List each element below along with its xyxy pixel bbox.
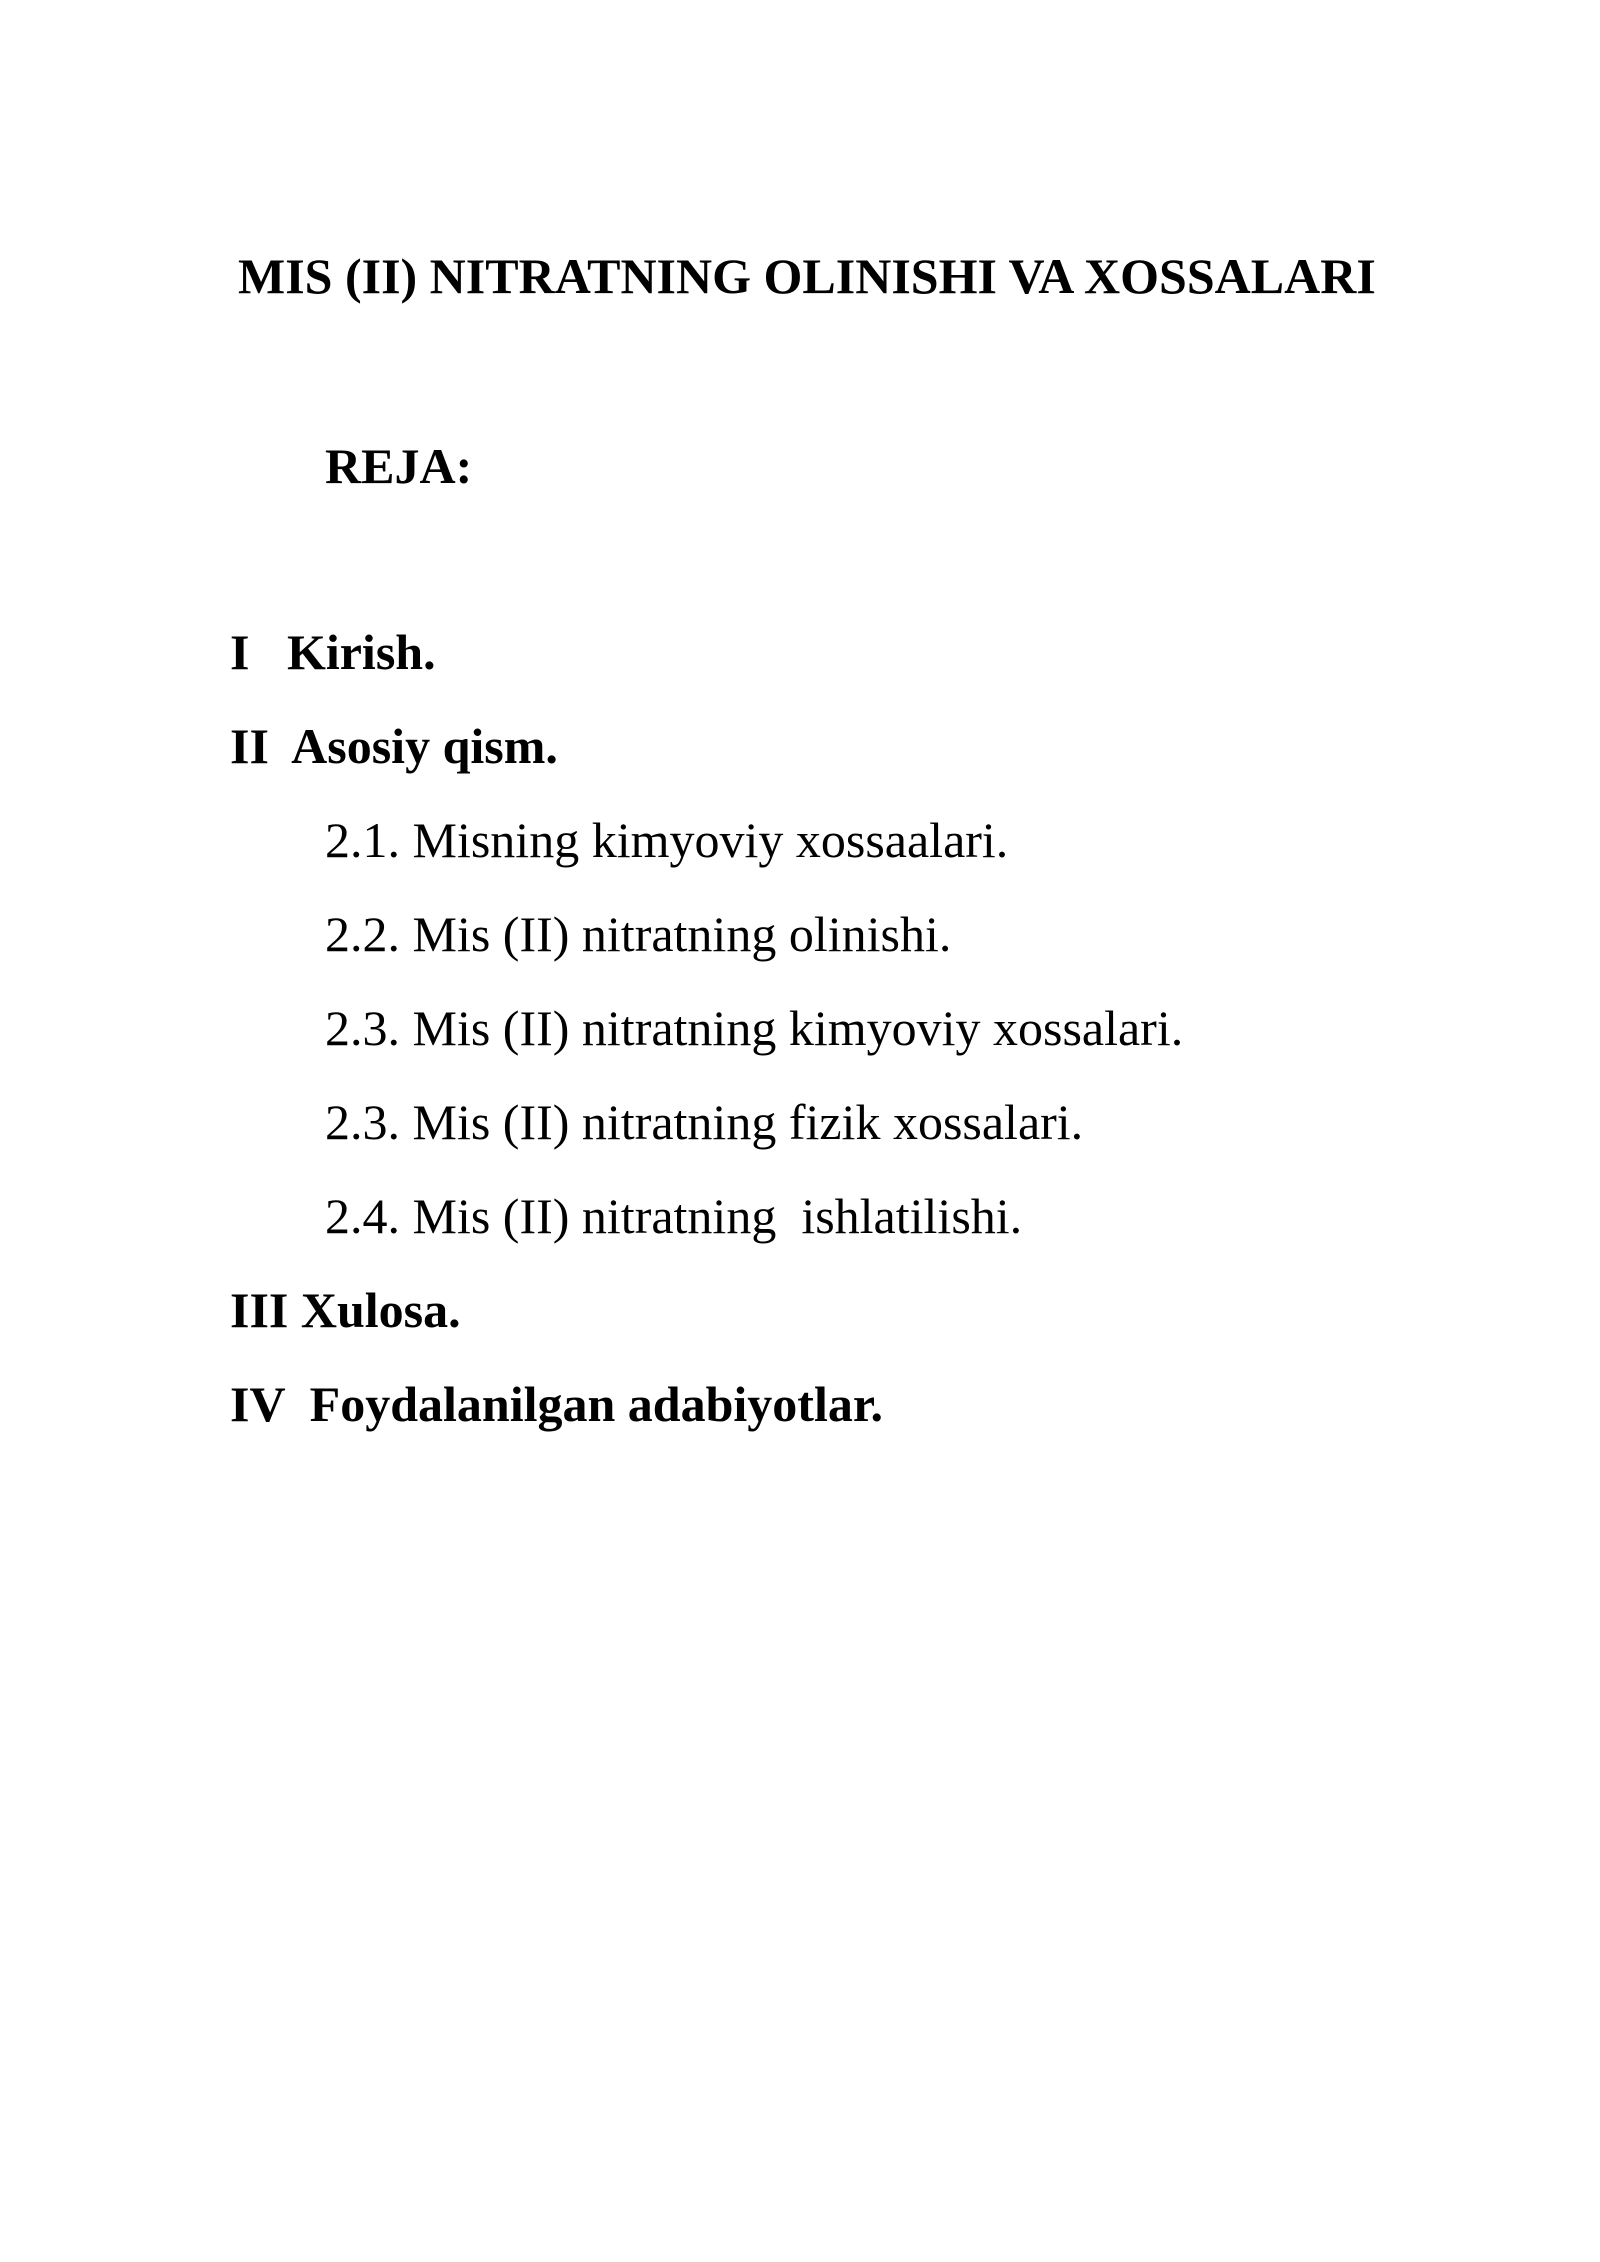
plan-heading: REJA: <box>325 438 473 494</box>
plan-outline <box>230 622 1430 1468</box>
outline-subitem-2-1: 2.1. Misning kimyoviy xossaalari. <box>325 812 1009 868</box>
outline-item-adabiyotlar: IV Foydalanilgan adabiyotlar. <box>230 1376 883 1432</box>
outline-item-kirish: I Kirish. <box>230 624 436 680</box>
outline-subitem-2-2: 2.2. Mis (II) nitratning olinishi. <box>325 906 952 962</box>
document-title: MIS (II) NITRATNING OLINISHI VA XOSSALARI <box>238 248 1376 304</box>
outline-subitem-2-3-kimyoviy: 2.3. Mis (II) nitratning kimyoviy xossalari. <box>325 1000 1184 1056</box>
outline-subitem-2-4: 2.4. Mis (II) nitratning ishlatilishi. <box>325 1188 1023 1244</box>
outline-item-asosiy-qism: II Asosiy qism. <box>230 718 558 774</box>
outline-subitem-2-3-fizik: 2.3. Mis (II) nitratning fizik xossalari. <box>325 1094 1084 1150</box>
outline-item-xulosa: III Xulosa. <box>230 1282 461 1338</box>
